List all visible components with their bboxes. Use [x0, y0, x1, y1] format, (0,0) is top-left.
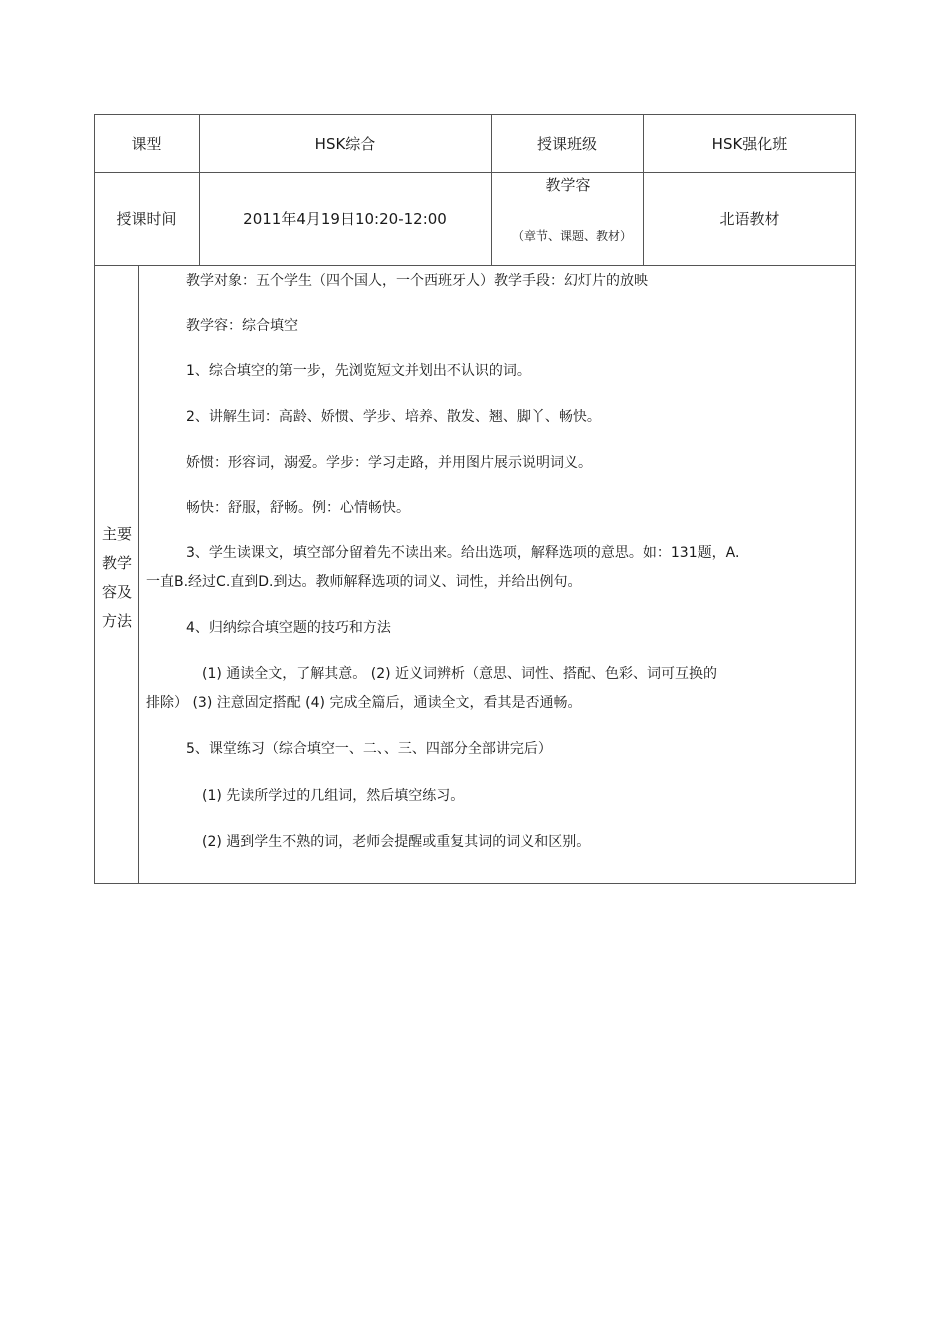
textbook-value: 北语教材 — [719, 210, 780, 228]
step-2: 2、讲解生词：高龄、娇惯、学步、培养、散发、翘、脚丫、畅快。 — [186, 409, 601, 425]
col-divider — [138, 265, 139, 884]
step-4-detail-continued: 排除） (3) 注意固定搭配 (4) 完成全篇后，通读全文，看其是否通畅。 — [146, 695, 582, 711]
course-type-label: 课型 — [131, 134, 162, 153]
content-label-note: （章节、课题、教材） — [512, 229, 633, 243]
side-label-line: 主要 — [101, 525, 132, 543]
side-label-line: 教学 — [101, 554, 132, 572]
step-1: 1、综合填空的第一步，先浏览短文并划出不认识的词。 — [186, 363, 531, 379]
teaching-content-line: 教学容：综合填空 — [186, 318, 298, 334]
teaching-target-line: 教学对象：五个学生（四个国人，一个西班牙人）教学手段：幻灯片的放映 — [186, 273, 648, 289]
step-3: 3、学生读课文，填空部分留着先不读出来。给出选项，解释选项的意思。如：131题，A. — [186, 545, 740, 561]
side-label-line: 方法 — [101, 612, 132, 630]
vocab-note-1: 娇惯：形容词，溺爱。学步：学习走路，并用图片展示说明词义。 — [186, 455, 592, 471]
step-3-continued: 一直B.经过C.直到D.到达。教师解释选项的词义、词性，并给出例句。 — [146, 574, 582, 590]
content-label: 教学容 — [545, 176, 591, 194]
vocab-note-2: 畅快：舒服，舒畅。例：心情畅快。 — [186, 500, 410, 516]
class-value: HSK强化班 — [711, 134, 788, 153]
step-4: 4、归纳综合填空题的技巧和方法 — [186, 620, 391, 636]
step-5-item-2: (2) 遇到学生不熟的词，老师会提醒或重复其词的词义和区别。 — [202, 834, 591, 850]
class-label: 授课班级 — [536, 134, 597, 153]
step-4-detail: (1) 通读全文，了解其意。 (2) 近义词辨析（意思、词性、搭配、色彩、词可互换的 — [202, 666, 718, 682]
time-value: 2011年4月19日10:20-12:00 — [243, 210, 447, 228]
side-label-line: 容及 — [101, 583, 132, 601]
step-5: 5、课堂练习（综合填空一、二、、三、四部分全部讲完后） — [186, 741, 552, 757]
main-content-label — [96, 520, 138, 636]
step-5-item-1: (1) 先读所学过的几组词，然后填空练习。 — [202, 788, 465, 804]
time-label: 授课时间 — [116, 210, 177, 228]
course-type-value: HSK综合 — [314, 134, 376, 153]
